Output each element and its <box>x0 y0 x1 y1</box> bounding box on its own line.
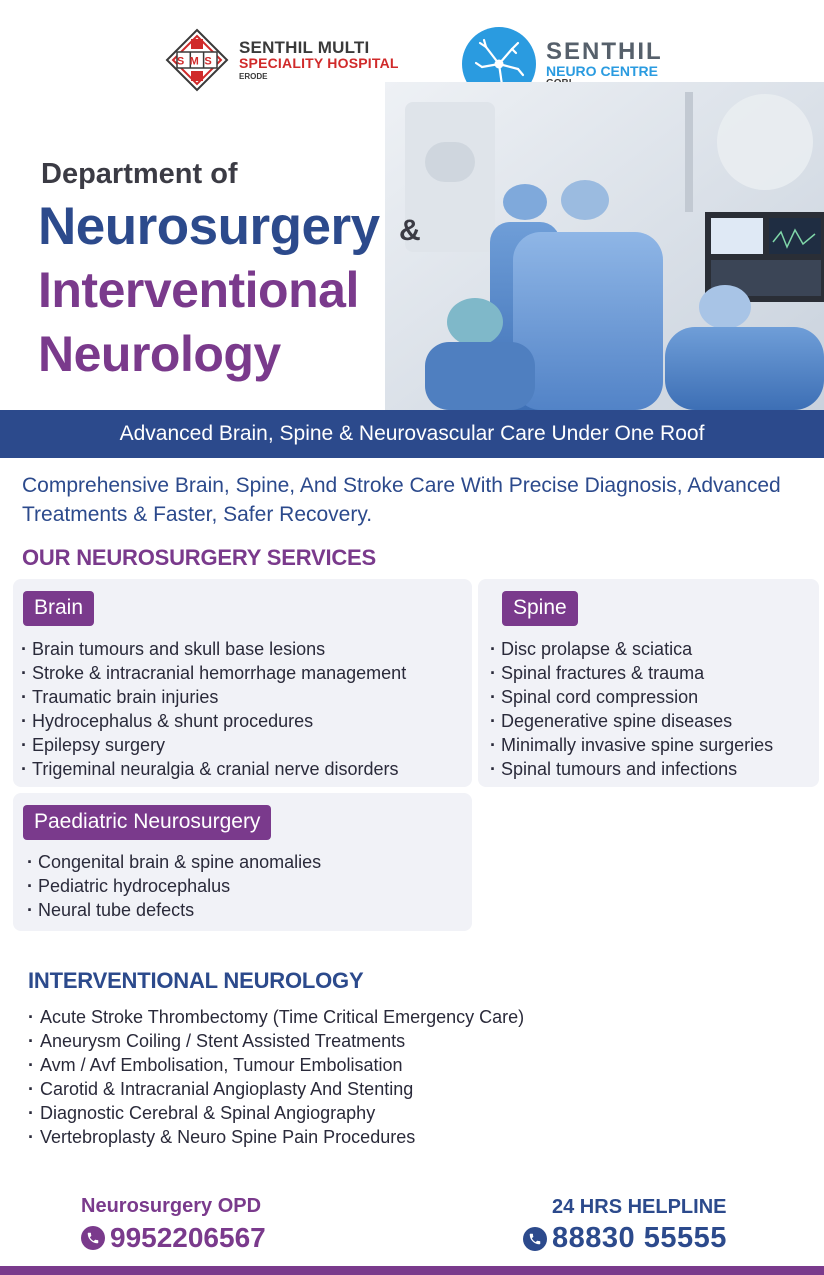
list-item: · Pediatric hydrocephalus <box>27 874 321 898</box>
list-item: · Trigeminal neuralgia & cranial nerve disorders <box>21 757 406 781</box>
list-item: · Stroke & intracranial hemorrhage management <box>21 661 406 685</box>
list-item: · Congenital brain & spine anomalies <box>27 850 321 874</box>
interventional-services-list <box>28 1005 524 1149</box>
paediatric-label: Paediatric Neurosurgery <box>23 805 271 840</box>
helpline-phone-number: 88830 55555 <box>552 1222 727 1254</box>
operating-room-photo <box>385 82 824 410</box>
list-item: · Brain tumours and skull base lesions <box>21 637 406 661</box>
title-neurosurgery: Neurosurgery <box>38 197 380 256</box>
list-item: · Aneurysm Coiling / Stent Assisted Treatments <box>28 1029 524 1053</box>
list-item: · Spinal cord compression <box>490 685 773 709</box>
title-neurology: Neurology <box>38 326 281 382</box>
list-item: · Carotid & Intracranial Angioplasty And Stenting <box>28 1077 524 1101</box>
list-item: · Traumatic brain injuries <box>21 685 406 709</box>
list-item: · Spinal fractures & trauma <box>490 661 773 685</box>
list-item: · Disc prolapse & sciatica <box>490 637 773 661</box>
neurosurgery-services-heading: OUR NEUROSURGERY SERVICES <box>22 545 377 570</box>
spine-label: Spine <box>502 591 578 626</box>
brain-services-card <box>13 579 472 787</box>
list-item: · Degenerative spine diseases <box>490 709 773 733</box>
sms-emblem-icon <box>165 28 229 92</box>
paediatric-services-card <box>13 793 472 931</box>
opd-label: Neurosurgery OPD <box>81 1195 262 1217</box>
list-item: · Diagnostic Cerebral & Spinal Angiography <box>28 1101 524 1125</box>
bottom-accent-bar <box>0 1266 824 1275</box>
list-item: · Epilepsy surgery <box>21 733 406 757</box>
paediatric-services-list <box>27 850 321 922</box>
title-interventional: Interventional <box>38 262 359 318</box>
sms-name-line1: SENTHIL MULTI <box>239 37 370 57</box>
spine-services-list <box>490 637 773 781</box>
sms-hospital-logo <box>165 28 399 92</box>
helpline-phone-link[interactable] <box>523 1222 727 1255</box>
snc-name-line1: SENTHIL <box>546 37 663 65</box>
list-item: · Hydrocephalus & shunt procedures <box>21 709 406 733</box>
svg-text:SMS: SMS <box>176 55 218 68</box>
opd-phone-link[interactable] <box>81 1222 266 1254</box>
list-item: · Neural tube defects <box>27 898 321 922</box>
list-item: · Spinal tumours and infections <box>490 757 773 781</box>
phone-icon <box>81 1226 105 1250</box>
spine-services-card <box>478 579 819 787</box>
phone-icon <box>523 1227 547 1251</box>
brain-label: Brain <box>23 591 94 626</box>
list-item: · Vertebroplasty & Neuro Spine Pain Procedures <box>28 1125 524 1149</box>
sms-name-line2: SPECIALITY HOSPITAL <box>239 55 399 72</box>
opd-phone-number: 9952206567 <box>110 1222 266 1253</box>
list-item: · Avm / Avf Embolisation, Tumour Embolisation <box>28 1053 524 1077</box>
title-ampersand: & <box>399 214 421 247</box>
intro-text: Comprehensive Brain, Spine, And Stroke Care With Precise Diagnosis, Advanced Treatments & Faster, Safer Recovery. <box>22 474 781 526</box>
list-item: · Acute Stroke Thrombectomy (Time Critical Emergency Care) <box>28 1005 524 1029</box>
brain-services-list <box>21 637 406 781</box>
snc-name-line2: NEURO CENTRE <box>546 63 659 79</box>
department-label: Department of <box>41 158 238 190</box>
interventional-neurology-heading: INTERVENTIONAL NEUROLOGY <box>28 968 364 993</box>
helpline-label: 24 HRS HELPLINE <box>552 1196 727 1218</box>
tagline-banner: Advanced Brain, Spine & Neurovascular Care Under One Roof <box>0 410 824 458</box>
list-item: · Minimally invasive spine surgeries <box>490 733 773 757</box>
sms-location: ERODE <box>239 72 268 82</box>
